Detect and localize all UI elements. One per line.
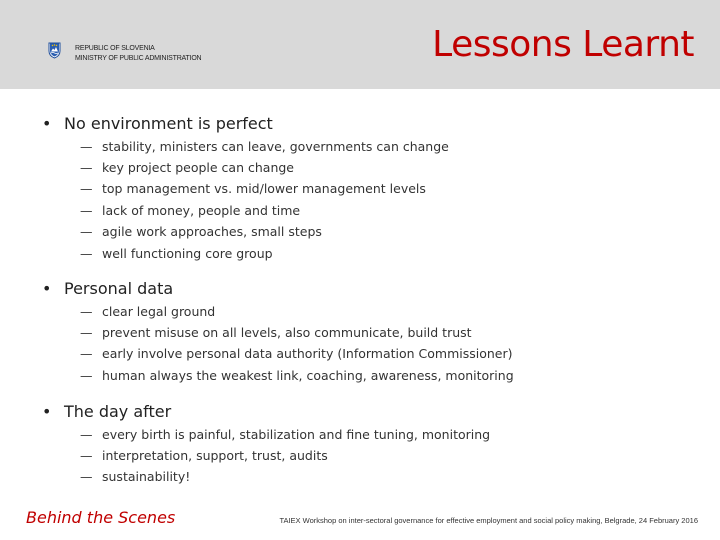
list-item-text: prevent misuse on all levels, also communicate, build trust (102, 325, 472, 340)
section-heading-text: Personal data (64, 279, 174, 298)
list-item (80, 304, 215, 320)
list-item-text: top management vs. mid/lower management levels (102, 181, 426, 196)
dash-icon: — (80, 346, 93, 361)
dash-icon: — (80, 368, 93, 383)
dash-icon: — (80, 203, 93, 218)
list-item (80, 469, 190, 485)
list-item-text: key project people can change (102, 160, 294, 175)
list-item-text: well functioning core group (102, 246, 273, 261)
dash-icon: — (80, 246, 93, 261)
list-item-text: lack of money, people and time (102, 203, 301, 218)
list-item (80, 181, 426, 197)
list-item (80, 246, 273, 262)
list-item-text: interpretation, support, trust, audits (102, 448, 328, 463)
list-item (80, 325, 472, 341)
list-item-text: early involve personal data authority (Information Commissioner) (102, 346, 513, 361)
list-item (80, 448, 328, 464)
dash-icon: — (80, 181, 93, 196)
footer-slogan: Behind the Scenes (26, 508, 176, 527)
dash-icon: — (80, 325, 93, 340)
list-item-text: human always the weakest link, coaching, awareness, monitoring (102, 368, 514, 383)
list-item (80, 160, 294, 176)
section-heading (42, 114, 273, 134)
list-item (80, 346, 513, 362)
dash-icon: — (80, 139, 93, 154)
header-band (0, 0, 720, 89)
ministry-line-1: REPUBLIC OF SLOVENIA (75, 45, 155, 52)
slide-title: Lessons Learnt (432, 24, 694, 65)
bullet-icon: • (42, 279, 52, 298)
section-heading (42, 402, 171, 422)
list-item-text: clear legal ground (102, 304, 216, 319)
dash-icon: — (80, 304, 93, 319)
dash-icon: — (80, 224, 93, 239)
list-item-text: sustainability! (102, 469, 191, 484)
dash-icon: — (80, 427, 93, 442)
dash-icon: — (80, 160, 93, 175)
dash-icon: — (80, 469, 93, 484)
list-item-text: agile work approaches, small steps (102, 224, 322, 239)
bullet-icon: • (42, 114, 52, 133)
ministry-name (75, 44, 201, 64)
list-item (80, 427, 490, 443)
list-item (80, 139, 449, 155)
list-item-text: every birth is painful, stabilization and fine tuning, monitoring (102, 427, 491, 442)
ministry-line-2: MINISTRY OF PUBLIC ADMINISTRATION (75, 55, 202, 62)
list-item-text: stability, ministers can leave, governments can change (102, 139, 449, 154)
bullet-icon: • (42, 402, 52, 421)
section-heading-text: No environment is perfect (64, 114, 273, 133)
section-heading (42, 279, 173, 299)
section-heading-text: The day after (64, 402, 172, 421)
dash-icon: — (80, 448, 93, 463)
footer-event-caption: TAIEX Workshop on inter-sectoral governance for effective employment and social policy making, Belgrade, 24 February 2016 (279, 516, 698, 525)
list-item (80, 224, 322, 240)
list-item (80, 368, 514, 384)
slovenia-coat-of-arms-icon (48, 42, 61, 59)
list-item (80, 203, 300, 219)
